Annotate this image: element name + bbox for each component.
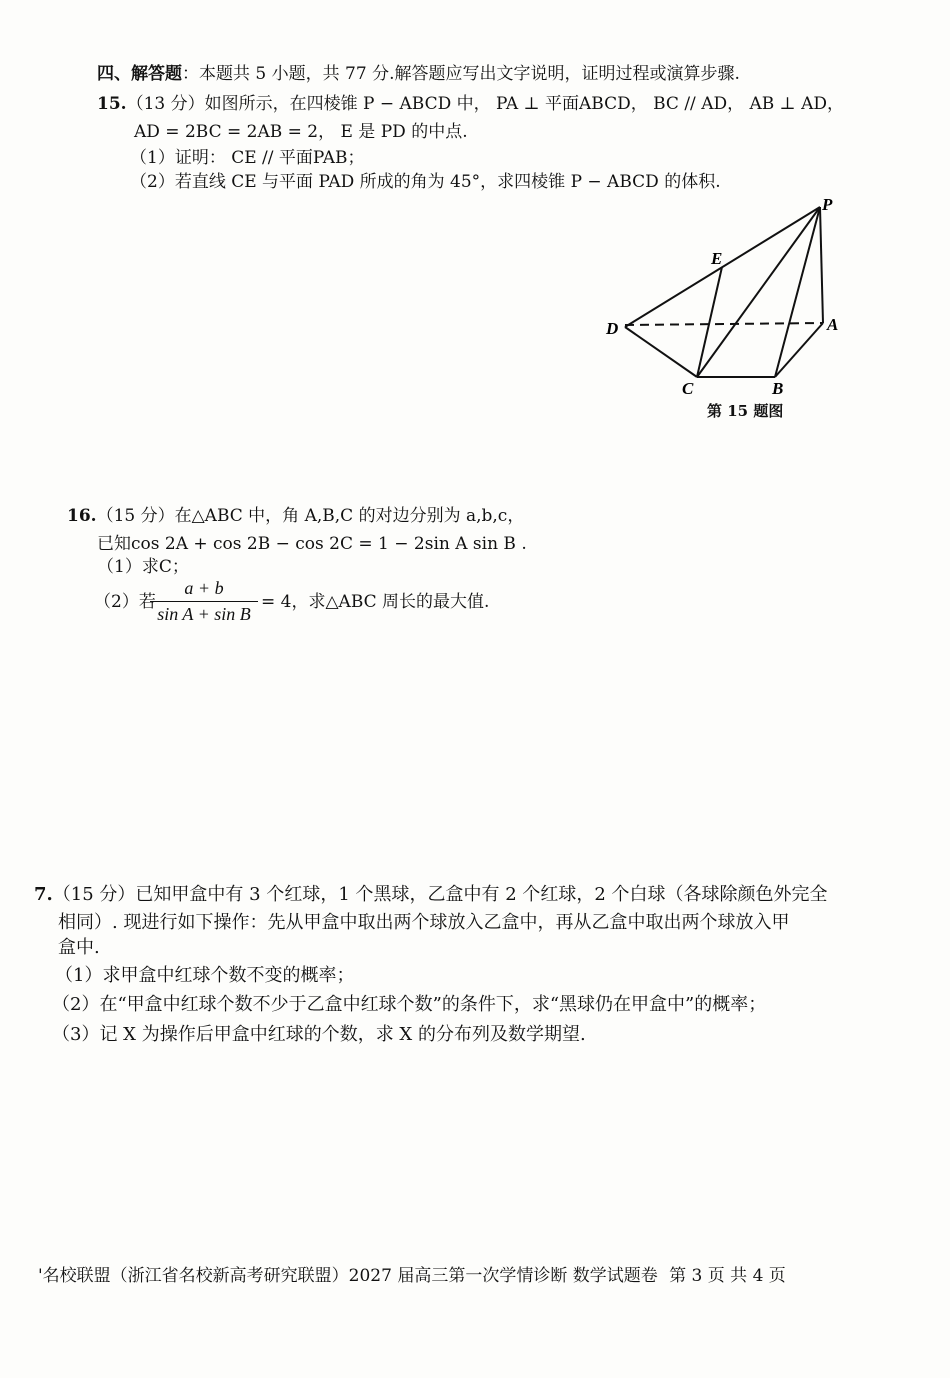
section-title: 四、解答题	[97, 64, 182, 84]
q16-part2-suffix: = 4，求△ABC 周长的最大值.	[261, 592, 490, 612]
fraction-denominator: sin A + sin B	[157, 604, 251, 624]
q17-part3: （3）记 X 为操作后甲盒中红球的个数，求 X 的分布列及数学期望.	[52, 1024, 586, 1045]
footer	[38, 1265, 786, 1287]
q16-part2-prefix: （2）若	[94, 592, 156, 612]
section-instructions: ：本题共 5 小题，共 77 分.解答题应写出文字说明，证明过程或演算步骤.	[182, 64, 740, 84]
fraction-bar	[150, 601, 258, 602]
point-label-B: B	[772, 379, 784, 398]
edge-DC	[625, 327, 697, 377]
q17-part2: （2）在“甲盒中红球个数不少于乙盒中红球个数”的条件下，求“黑球仍在甲盒中”的概率；	[52, 994, 767, 1015]
q15-stem-2: AD = 2BC = 2AB = 2， E 是 PD 的中点.	[134, 122, 468, 142]
edge-PA	[820, 207, 823, 323]
q17-line1	[34, 884, 828, 906]
q17-stem-1: （15 分）已知甲盒中有 3 个红球，1 个黑球，乙盒中有 2 个红球，2 个白球（各球除颜色外完全	[52, 884, 828, 905]
q15-part2: （2）若直线 CE 与平面 PAD 所成的角为 45°，求四棱锥 P − ABCD 的体积.	[130, 172, 721, 192]
q16-number: 16.	[67, 506, 97, 526]
q15-part1: （1）证明： CE // 平面PAB；	[130, 148, 365, 168]
edge-DP	[625, 207, 820, 327]
q15-figure	[0, 0, 950, 440]
q16-stem-2: 已知cos 2A + cos 2B − cos 2C = 1 − 2sin A sin B .	[97, 534, 527, 554]
q17-stem-3: 盒中.	[58, 937, 100, 958]
q15-stem-1: （13 分）如图所示，在四棱锥 P − ABCD 中， PA ⊥ 平面ABCD， BC // AD， AB ⊥ AD，	[126, 94, 844, 114]
q16-fraction	[150, 578, 258, 625]
fraction-numerator: a + b	[184, 578, 224, 598]
edge-DA-hidden	[625, 323, 823, 325]
q16-part1: （1）求C；	[97, 557, 189, 577]
point-label-D: D	[606, 319, 619, 338]
q17-part1: （1）求甲盒中红球个数不变的概率；	[55, 965, 355, 986]
q17-stem-2: 相同）. 现进行如下操作：先从甲盒中取出两个球放入乙盒中，再从乙盒中取出两个球放入甲	[58, 912, 790, 933]
q16-stem-1: （15 分）在△ABC 中，角 A,B,C 的对边分别为 a,b,c，	[96, 506, 525, 526]
point-label-E: E	[711, 249, 723, 268]
point-label-P: P	[822, 195, 833, 214]
point-label-C: C	[682, 379, 694, 398]
point-label-A: A	[827, 315, 839, 334]
q17-number: 7.	[34, 884, 53, 905]
footer-page: 第 3 页 共 4 页	[669, 1266, 786, 1286]
q15-number: 15.	[97, 94, 127, 114]
figure-caption: 第 15 题图	[707, 402, 784, 420]
footer-text: '名校联盟（浙江省名校新高考研究联盟）2027 届高三第一次学情诊断 数学试题卷	[38, 1266, 658, 1286]
q16-line1	[67, 505, 524, 527]
